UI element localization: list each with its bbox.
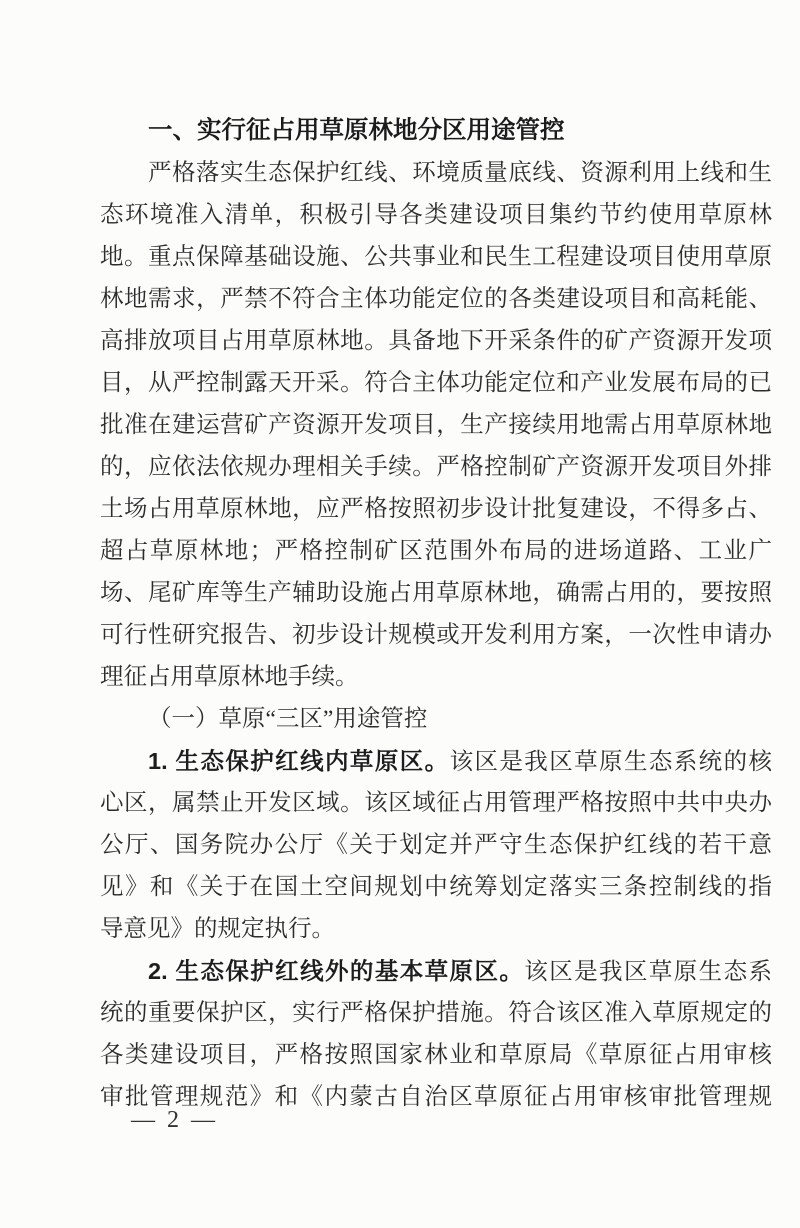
section-heading: 一、实行征占用草原林地分区用途管控 — [148, 117, 565, 144]
body-line: 批准在建运营矿产资源开发项目，生产接续用地需占用草原林地 — [100, 412, 772, 438]
body-line: 地。重点保障基础设施、公共事业和民生工程建设项目使用草原 — [100, 244, 772, 270]
body-line: 严格落实生态保护红线、环境质量底线、资源利用上线和生 — [148, 160, 772, 186]
body-line: 可行性研究报告、初步设计规模或开发利用方案，一次性申请办 — [100, 622, 772, 648]
item-2-bold-label: 2. 生态保护红线外的基本草原区。 — [148, 958, 525, 984]
body-line: 超占草原林地；严格控制矿区范围外布局的进场道路、工业广 — [100, 538, 772, 564]
body-line-item-2 — [100, 950, 772, 992]
body-line: 心区，属禁止开发区域。该区域征占用管理严格按照中共中央办 — [100, 790, 772, 816]
page-number: — 2 — — [131, 1107, 218, 1133]
content-block — [100, 110, 772, 1118]
body-line: 目，从严控制露天开采。符合主体功能定位和产业发展布局的已 — [100, 370, 772, 396]
body-line: 高排放项目占用草原林地。具备地下开采条件的矿产资源开发项 — [100, 328, 772, 354]
item-1-bold-label: 1. 生态保护红线内草原区。 — [148, 748, 450, 774]
body-line-item-1 — [100, 740, 772, 782]
body-line: 各类建设项目，严格按照国家林业和草原局《草原征占用审核 — [100, 1042, 772, 1068]
body-line: 土场占用草原林地，应严格按照初步设计批复建设，不得多占、 — [100, 496, 772, 522]
body-line: 公厅、国务院办公厅《关于划定并严守生态保护红线的若干意 — [100, 832, 772, 858]
body-line: 态环境准入清单，积极引导各类建设项目集约节约使用草原林 — [100, 202, 772, 228]
body-line-paragraph-end: 理征占用草原林地手续。 — [100, 664, 359, 690]
body-line: 场、尾矿库等生产辅助设施占用草原林地，确需占用的，要按照 — [100, 580, 772, 606]
body-line: 见》和《关于在国土空间规划中统筹划定落实三条控制线的指 — [100, 874, 772, 900]
body-line-paragraph-end: 导意见》的规定执行。 — [100, 916, 335, 942]
subsection-heading: （一）草原“三区”用途管控 — [148, 706, 428, 732]
body-line: 林地需求，严禁不符合主体功能定位的各类建设项目和高耗能、 — [100, 286, 772, 312]
body-line: 审批管理规范》和《内蒙古自治区草原征占用审核审批管理规 — [100, 1084, 772, 1110]
body-line: 统的重要保护区，实行严格保护措施。符合该区准入草原规定的 — [100, 1000, 772, 1026]
item-1-text: 该区是我区草原生态系统的核 — [449, 749, 772, 775]
body-line: 的，应依法依规办理相关手续。严格控制矿产资源开发项目外排 — [100, 454, 772, 480]
item-2-text: 该区是我区草原生态系 — [524, 959, 772, 985]
